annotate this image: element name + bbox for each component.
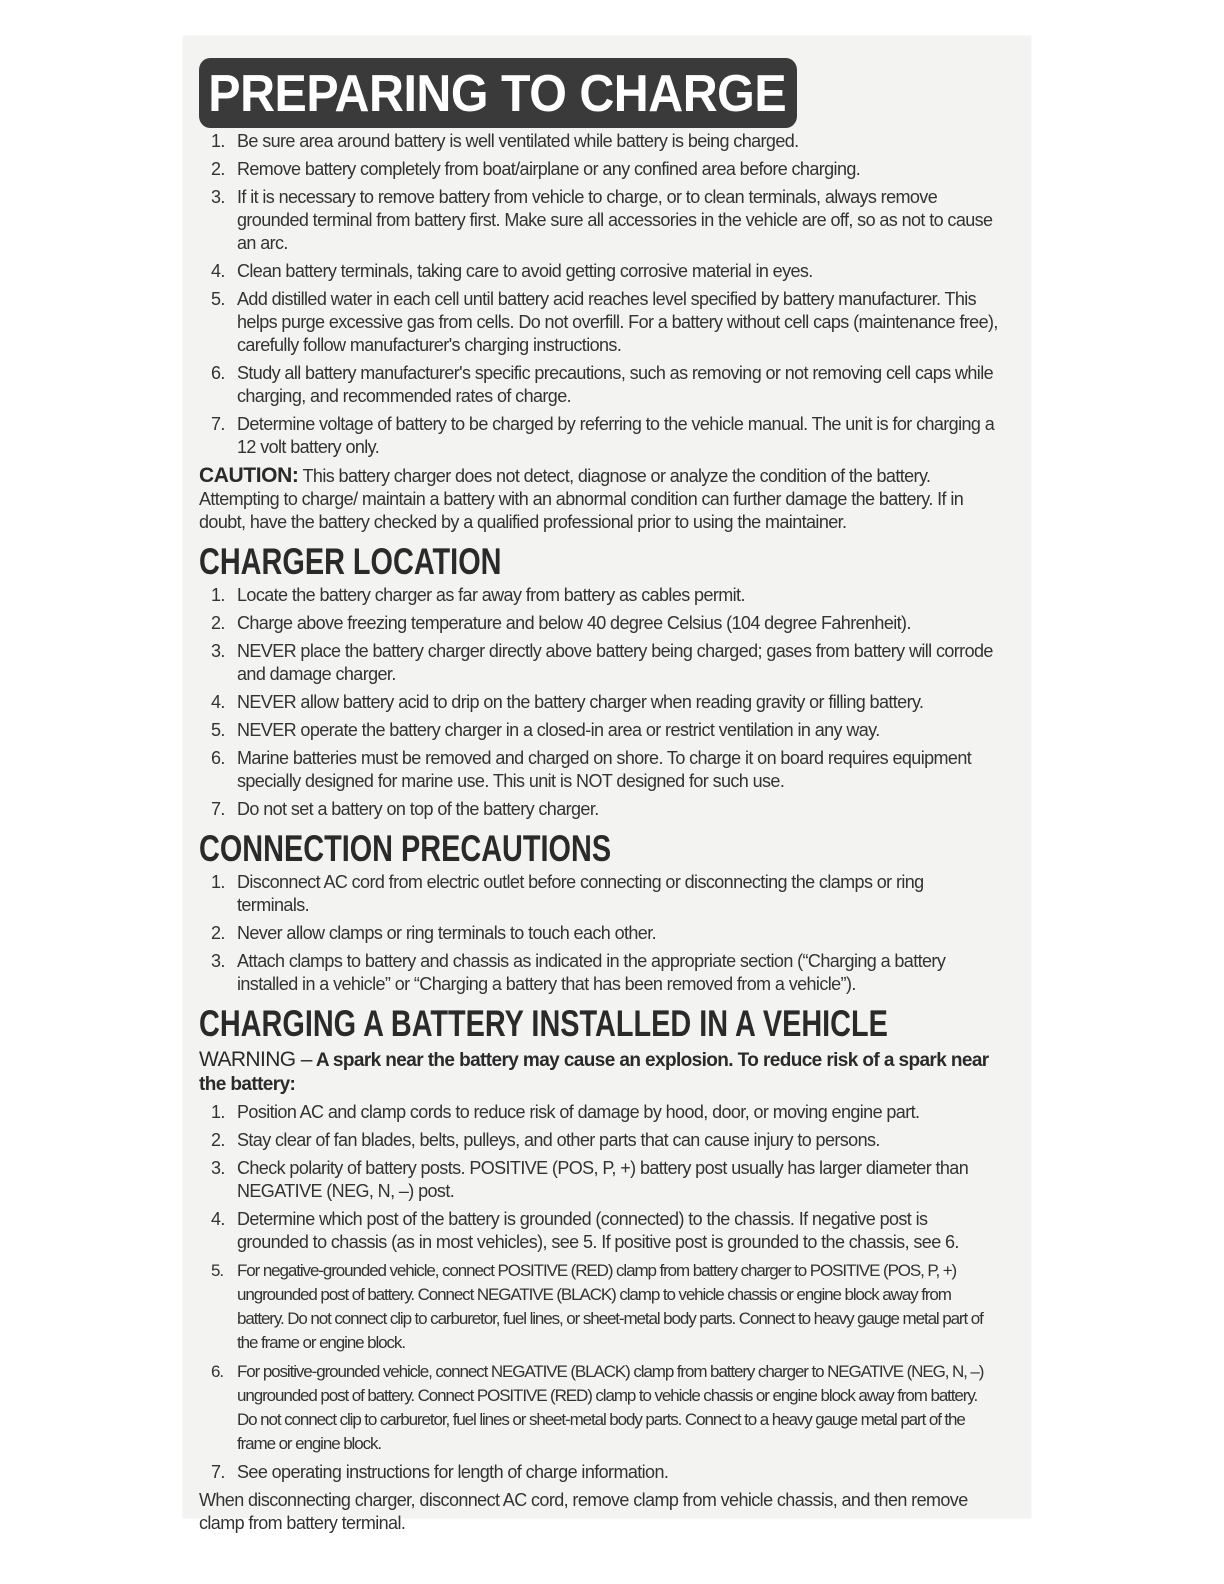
list-item: 3. If it is necessary to remove battery from vehicle to charge, or to clean terminals, always remove grounded terminal from battery first. Make sure all accessories in the vehicle are off, so as not to cause an arc. [211, 187, 993, 253]
connection-precautions-heading: CONNECTION PRECAUTIONS [199, 828, 612, 869]
list-item: 1. Position AC and clamp cords to reduce risk of damage by hood, door, or moving engine part. [211, 1102, 920, 1122]
list-item: 6. Study all battery manufacturer's specific precautions, such as removing or not removing cell caps while charging, and recommended rates of charge. [211, 363, 994, 406]
list-item: 5. Add distilled water in each cell until battery acid reaches level specified by battery manufacturer. This helps purge excessive gas from cells. Do not overfill. For a battery without cell caps (maintenance free), carefully follow manufacturer's charging instructions. [211, 289, 998, 355]
warning-label: WARNING – [199, 1048, 312, 1071]
list-item: 3. Check polarity of battery posts. POSITIVE (POS, P, +) battery post usually has larger diameter than NEGATIVE (NEG, N, –) post. [211, 1158, 969, 1201]
list-item: 2. Never allow clamps or ring terminals to touch each other. [211, 923, 657, 943]
installed-list-detail [199, 1259, 999, 1456]
list-item: 7. Do not set a battery on top of the battery charger. [211, 799, 599, 819]
list-item: 6. For positive-grounded vehicle, connect NEGATIVE (BLACK) clamp from battery charger to NEGATIVE (NEG, N, –) ungrounded post of battery. Connect POSITIVE (RED) clamp to vehicle chassis or engine block away from battery. Do not connect clip to carburetor, fuel lines or sheet-metal body parts. Connect to a heavy gauge metal part of the frame or engine block. [211, 1362, 984, 1453]
location-list [199, 584, 999, 821]
disconnect-note: When disconnecting charger, disconnect AC cord, remove clamp from vehicle chassis, and then remove clamp from battery terminal. [199, 1490, 968, 1533]
list-item: 5. NEVER operate the battery charger in a closed-in area or restrict ventilation in any way. [211, 720, 880, 740]
list-item: 1. Locate the battery charger as far away from battery as cables permit. [211, 585, 745, 605]
page-content [199, 58, 999, 1541]
connection-list [199, 871, 999, 996]
list-item: 3. NEVER place the battery charger directly above battery being charged; gases from battery will corrode and damage charger. [211, 641, 993, 684]
caution-label: CAUTION: [199, 464, 299, 487]
installed-battery-heading: CHARGING A BATTERY INSTALLED IN A VEHICLE [199, 1003, 888, 1044]
preparing-to-charge-heading: PREPARING TO CHARGE [199, 58, 797, 128]
list-item: 1. Disconnect AC cord from electric outlet before connecting or disconnecting the clamps or ring terminals. [211, 872, 924, 915]
charger-location-heading: CHARGER LOCATION [199, 541, 502, 582]
list-item: 4. Clean battery terminals, taking care to avoid getting corrosive material in eyes. [211, 261, 813, 281]
list-item: 6. Marine batteries must be removed and charged on shore. To charge it on board requires equipment specially designed for marine use. This unit is NOT designed for such use. [211, 748, 972, 791]
list-item: 2. Charge above freezing temperature and below 40 degree Celsius (104 degree Fahrenheit). [211, 613, 911, 633]
list-item: 5. For negative-grounded vehicle, connect POSITIVE (RED) clamp from battery charger to POSITIVE (POS, P, +) ungrounded post of battery. Connect NEGATIVE (BLACK) clamp to vehicle chassis or engine block away from battery. Do not connect clip to carburetor, fuel lines, or sheet-metal body parts. Connect to heavy gauge metal part of the frame or engine block. [211, 1261, 983, 1352]
list-item: 4. Determine which post of the battery is grounded (connected) to the chassis. If negative post is grounded to chassis (as in most vehicles), see 5. If positive post is grounded to the chassis, see 6. [211, 1209, 959, 1252]
manual-page [183, 36, 1031, 1533]
installed-list [199, 1101, 999, 1254]
list-item: 2. Stay clear of fan blades, belts, pulleys, and other parts that can cause injury to persons. [211, 1130, 880, 1150]
list-item: 7. Determine voltage of battery to be charged by referring to the vehicle manual. The unit is for charging a 12 volt battery only. [211, 414, 995, 457]
caution-text: This battery charger does not detect, diagnose or analyze the condition of the battery. Attempting to charge/ maintain a battery with an abnormal condition can further damage the battery. If in doubt, have the battery checked by a qualified professional prior to using the maintainer. [199, 466, 964, 532]
warning-text: A spark near the battery may cause an explosion. To reduce risk of a spark near the battery: [199, 1050, 989, 1095]
warning-note [199, 1048, 999, 1097]
list-item: 4. NEVER allow battery acid to drip on the battery charger when reading gravity or filling battery. [211, 692, 924, 712]
list-item: 3. Attach clamps to battery and chassis as indicated in the appropriate section (“Charging a battery installed in a vehicle” or “Charging a battery that has been removed from a vehicle”). [211, 951, 946, 994]
list-item: 2. Remove battery completely from boat/airplane or any confined area before charging. [211, 159, 861, 179]
list-item: 7. See operating instructions for length of charge information. [211, 1462, 669, 1482]
preparing-list [199, 130, 999, 459]
installed-list-last [199, 1461, 999, 1484]
list-item: 1. Be sure area around battery is well ventilated while battery is being charged. [211, 131, 799, 151]
caution-note [199, 464, 999, 534]
